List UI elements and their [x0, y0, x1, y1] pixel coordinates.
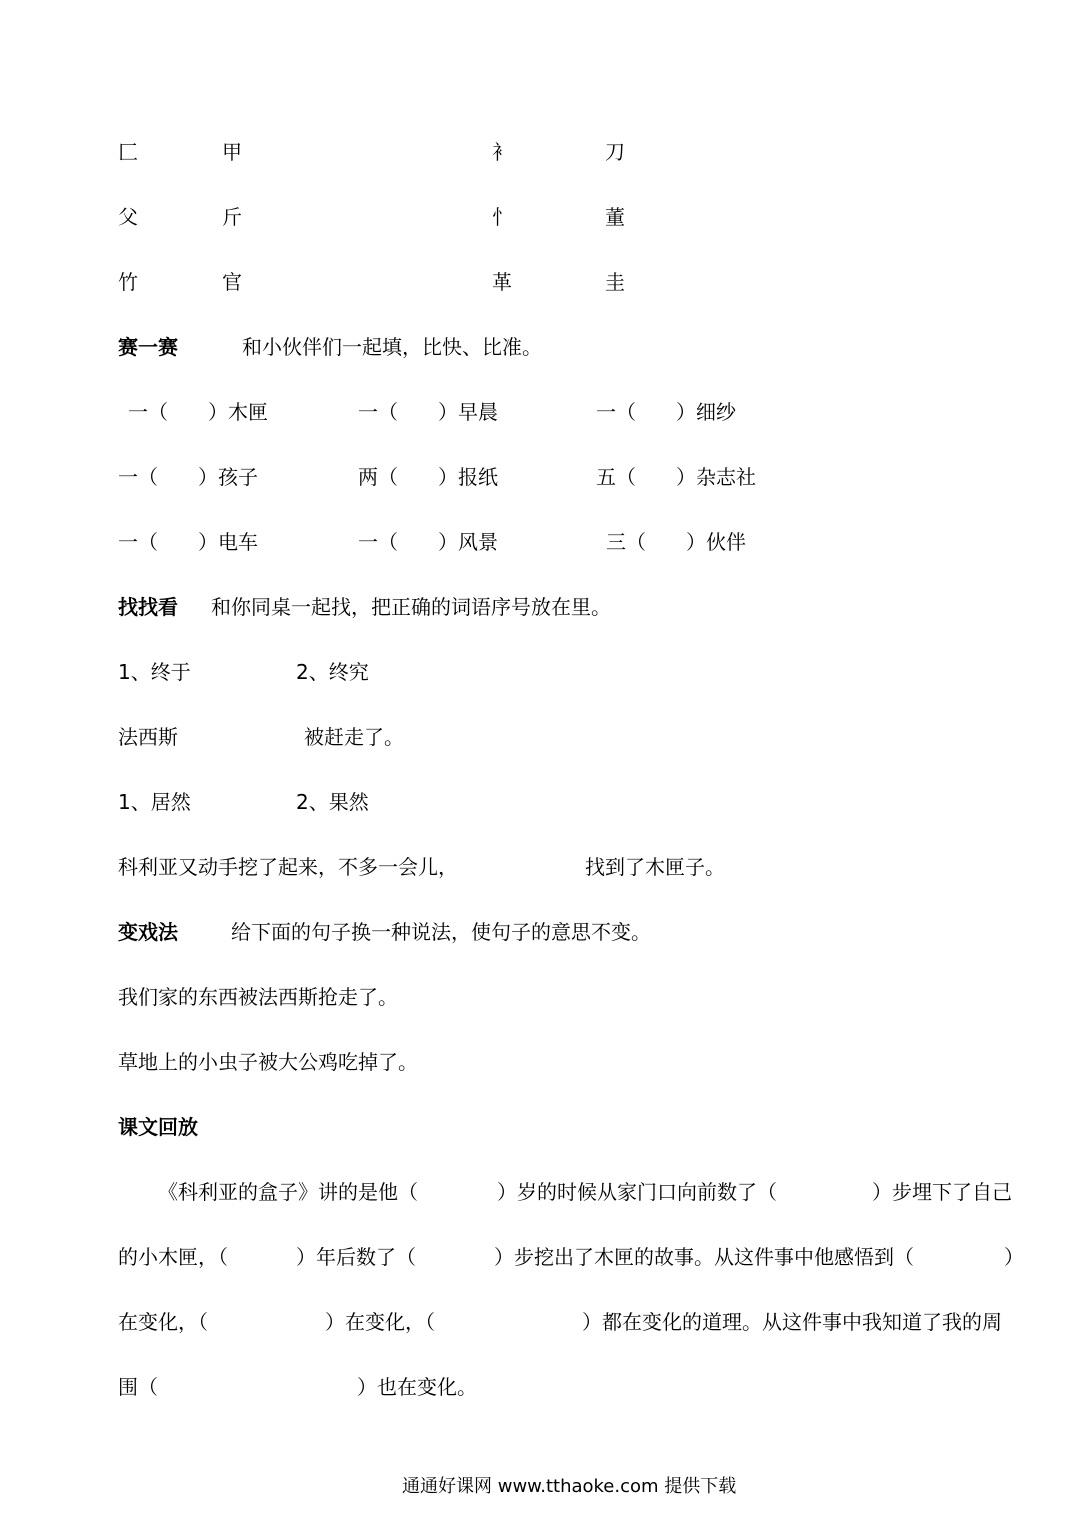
section-instruction: 和你同桌一起找，把正确的词语序号放在里。	[211, 595, 611, 619]
measure-word-item: 一（ ）风景	[358, 530, 498, 554]
radical-cell: 匚	[118, 140, 138, 164]
sentence-part: 法西斯	[118, 725, 178, 749]
paragraph-fragment: ）步挖出了木匣的故事。从这件事中他感悟到（	[494, 1245, 914, 1269]
sentence: 草地上的小虫子被大公鸡吃掉了。	[118, 1050, 418, 1074]
option-2: 2、终究	[296, 660, 369, 684]
option-1: 1、终于	[118, 660, 191, 684]
paragraph-fragment: ）年后数了（	[296, 1245, 416, 1269]
measure-word-item: 一（ ）孩子	[118, 465, 258, 489]
radical-cell: 衤	[492, 140, 512, 164]
section-title-saiyisai: 赛一赛	[118, 335, 178, 359]
radical-cell: 革	[492, 270, 512, 294]
paragraph-fragment: ）都在变化的道理。从这件事中我知道了我的周	[582, 1310, 1002, 1334]
measure-word-item: 一（ ）木匣	[128, 400, 268, 424]
measure-word-item: 一（ ）早晨	[358, 400, 498, 424]
section-instruction: 和小伙伴们一起填，比快、比准。	[242, 335, 542, 359]
measure-word-item: 一（ ）细纱	[596, 400, 736, 424]
option-1: 1、居然	[118, 790, 191, 814]
radical-cell: 竹	[118, 270, 138, 294]
paragraph-fragment: ）	[1004, 1245, 1024, 1269]
radical-cell: 父	[118, 205, 138, 229]
paragraph-fragment: 的小木匣，（	[118, 1245, 228, 1269]
measure-word-item: 两（ ）报纸	[358, 465, 498, 489]
radical-cell: 董	[605, 205, 625, 229]
sentence-part: 被赶走了。	[304, 725, 404, 749]
paragraph-fragment: 在变化，（	[118, 1310, 208, 1334]
radical-cell: 官	[222, 270, 242, 294]
paragraph-fragment: ）也在变化。	[357, 1375, 477, 1399]
paragraph-fragment: ）在变化，（	[325, 1310, 435, 1334]
option-2: 2、果然	[296, 790, 369, 814]
section-title-zhaozhaokan: 找找看	[118, 595, 178, 619]
section-instruction: 给下面的句子换一种说法，使句子的意思不变。	[231, 920, 651, 944]
paragraph-fragment: ）岁的时候从家门口向前数了（	[497, 1180, 777, 1204]
measure-word-item: 一（ ）电车	[118, 530, 258, 554]
section-title-kewenhuifang: 课文回放	[118, 1115, 198, 1139]
radical-cell: 刀	[605, 140, 625, 164]
radical-cell: 斤	[222, 205, 242, 229]
radical-cell: 圭	[605, 270, 625, 294]
radical-cell: 甲	[222, 140, 242, 164]
page-footer: 通通好课网 www.tthaoke.com 提供下载	[402, 1476, 737, 1497]
radical-cell: 忄	[492, 205, 512, 229]
sentence: 我们家的东西被法西斯抢走了。	[118, 985, 398, 1009]
section-title-bianxifa: 变戏法	[118, 920, 178, 944]
measure-word-item: 三（ ）伙伴	[606, 530, 746, 554]
paragraph-fragment: ）步埋下了自己	[872, 1180, 1012, 1204]
measure-word-item: 五（ ）杂志社	[596, 465, 756, 489]
paragraph-fragment: 围（	[118, 1375, 158, 1399]
paragraph-fragment: 《科利亚的盒子》讲的是他（	[158, 1180, 418, 1204]
sentence-part: 找到了木匣子。	[585, 855, 725, 879]
sentence-part: 科利亚又动手挖了起来，不多一会儿，	[118, 855, 458, 879]
